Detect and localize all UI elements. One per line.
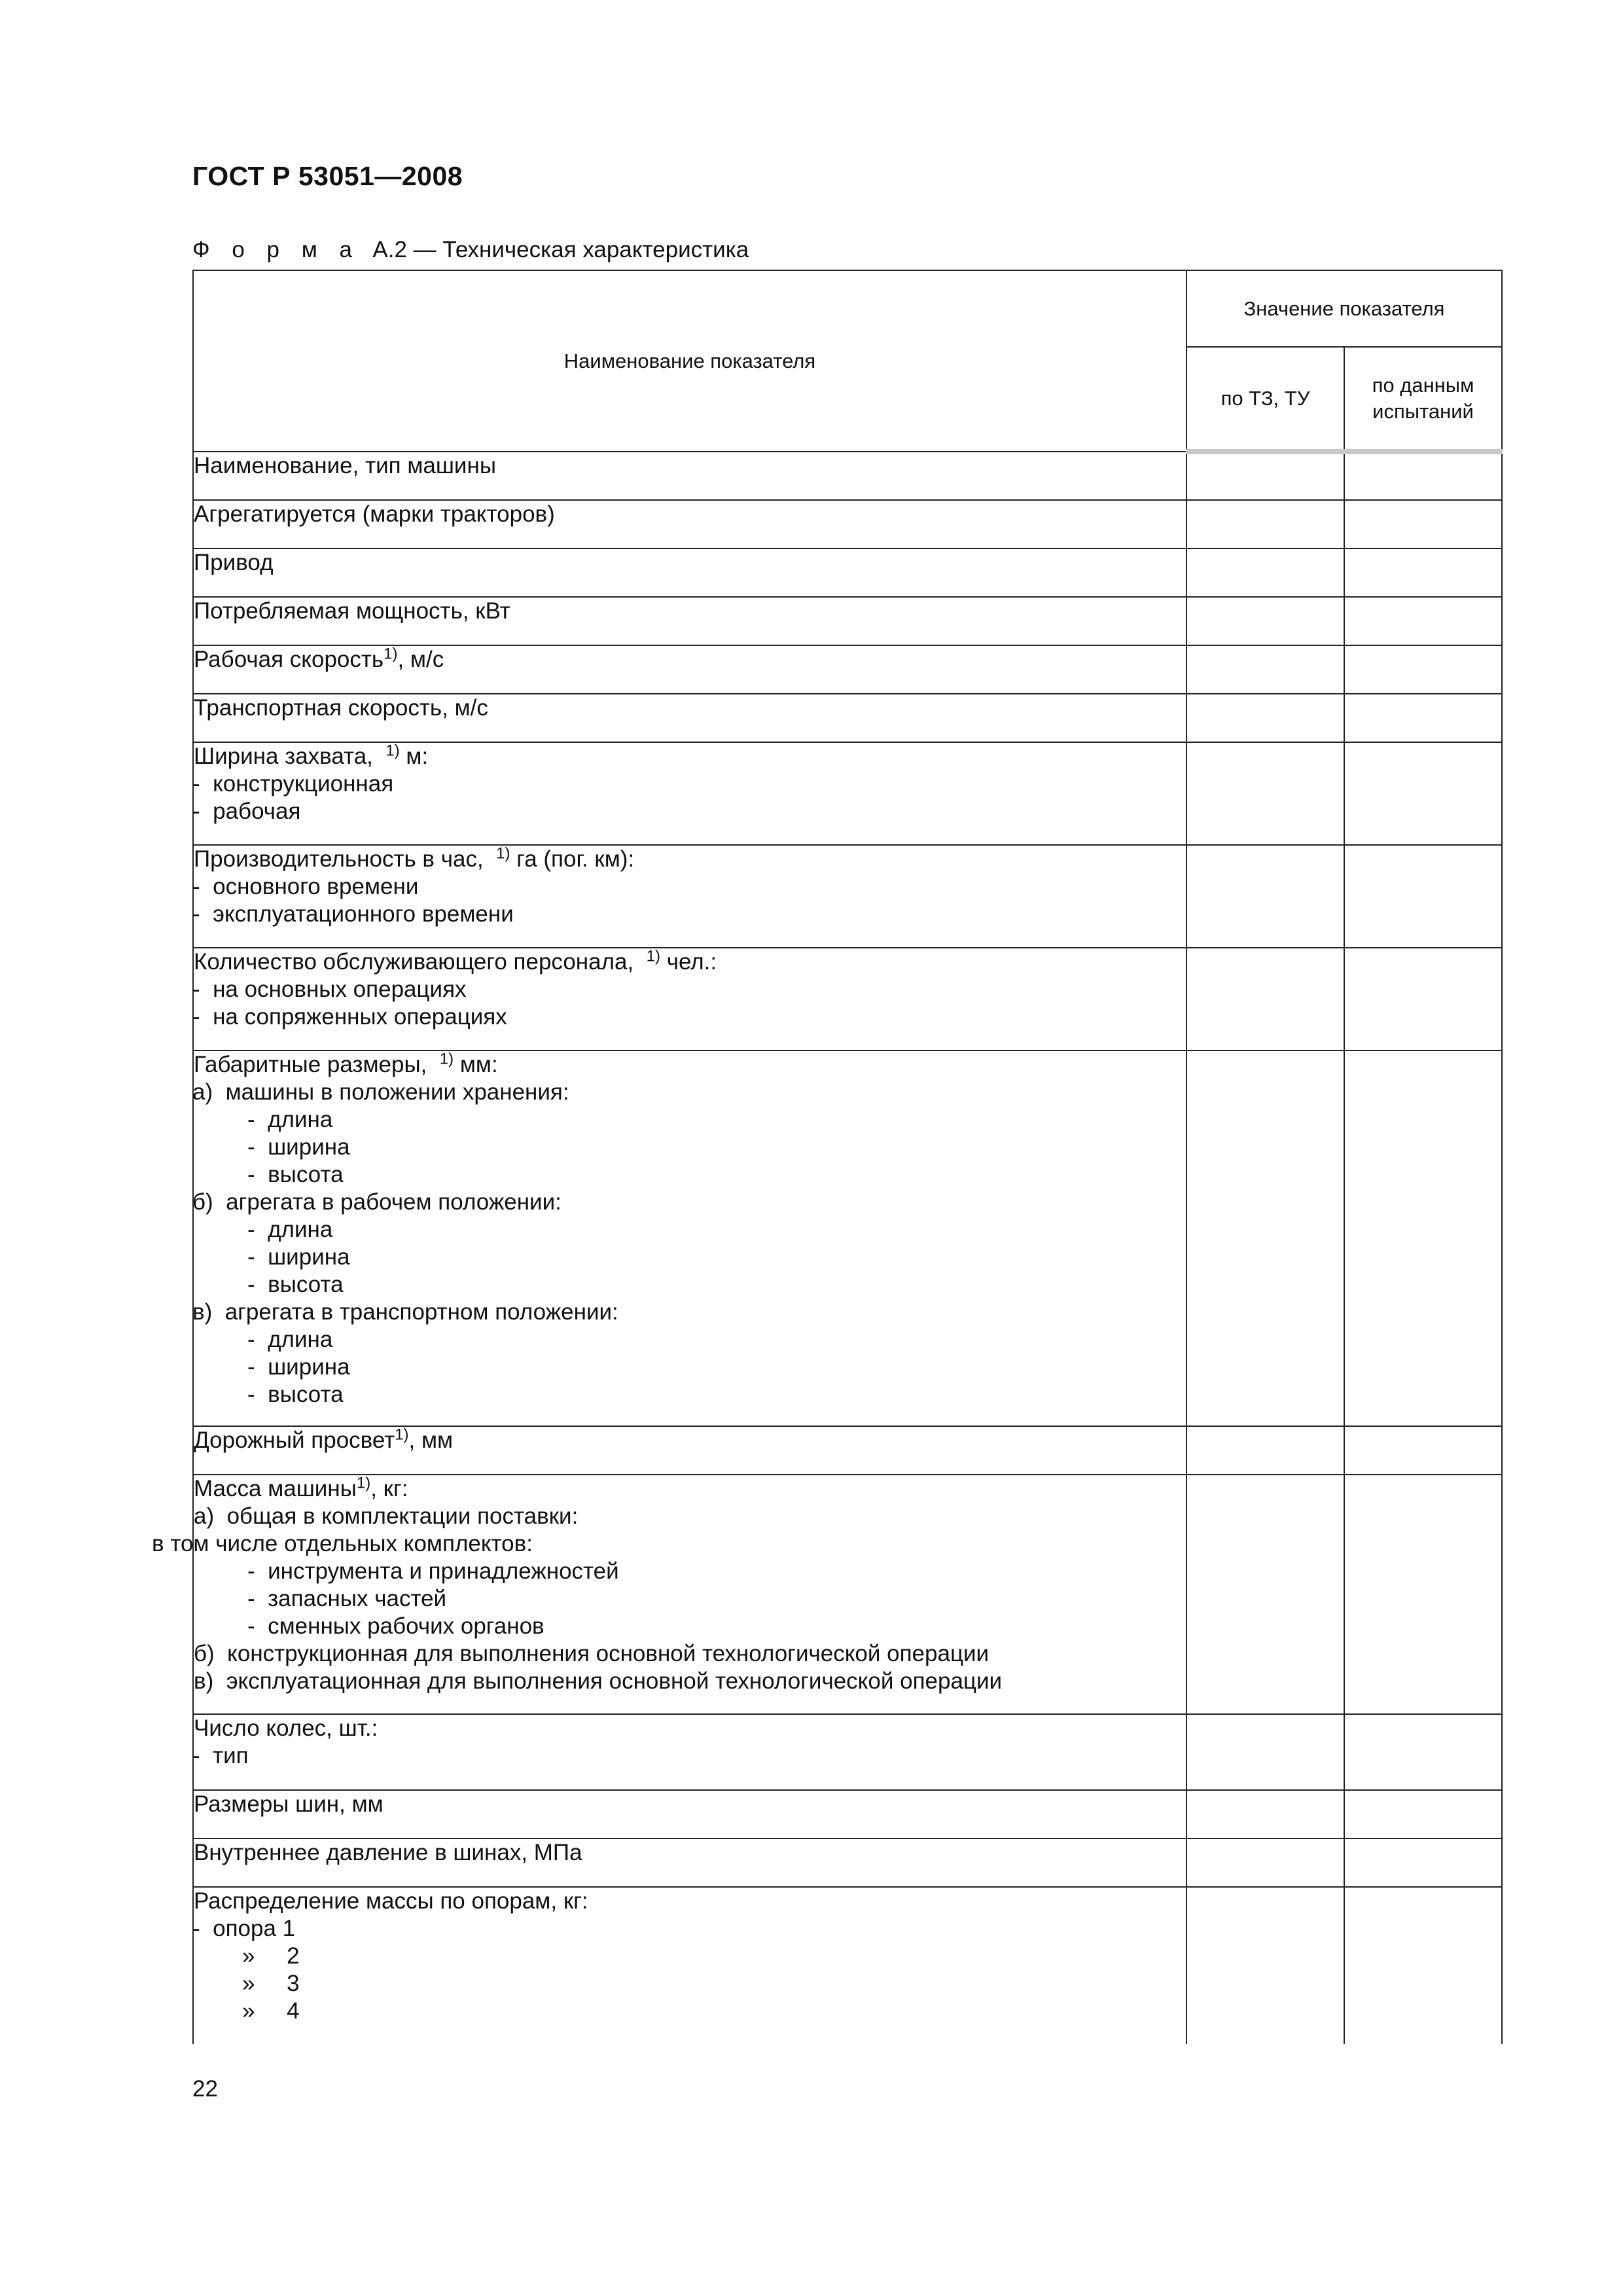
indicator-subitem: - инструмента и принадлежностей — [247, 1558, 619, 1584]
indicator-subitem: » 3 — [242, 1971, 300, 1996]
table-row — [193, 645, 1502, 694]
indicator-subitem: - основного времени — [192, 874, 419, 899]
indicator-name-cell — [193, 742, 1186, 845]
indicator-name: Привод — [194, 550, 274, 575]
value-by-spec-cell[interactable] — [1186, 1887, 1344, 2044]
indicator-subitem: - ширина — [247, 1134, 350, 1160]
indicator-subitem: - конструкционная — [192, 771, 394, 797]
footnote-ref: 1) — [356, 1474, 371, 1492]
table-row — [193, 1714, 1502, 1790]
column-header-indicator-value: Значение показателя — [1186, 270, 1502, 347]
value-by-tests-cell[interactable] — [1344, 500, 1502, 548]
value-by-tests-cell[interactable] — [1344, 694, 1502, 742]
value-by-tests-cell[interactable] — [1344, 452, 1502, 500]
table-row — [193, 452, 1502, 500]
indicator-subitem: - длина — [247, 1217, 333, 1242]
indicator-name: Потребляемая мощность, кВт — [194, 598, 510, 624]
indicator-name: Масса машины$^{1)}$, кг: — [194, 1474, 408, 1501]
value-by-tests-cell[interactable] — [1344, 1475, 1502, 1714]
indicator-name-cell — [193, 645, 1186, 694]
value-by-tests-cell[interactable] — [1344, 948, 1502, 1050]
indicator-name-cell — [193, 452, 1186, 500]
value-by-spec-cell[interactable] — [1186, 1790, 1344, 1839]
value-by-spec-cell[interactable] — [1186, 845, 1344, 948]
indicator-subitem: - сменных рабочих органов — [247, 1613, 544, 1639]
indicator-subitem: - тип — [192, 1743, 249, 1768]
indicator-subitem: - опора 1 — [192, 1916, 296, 1941]
indicator-subitem: - запасных частей — [247, 1586, 447, 1611]
value-by-tests-cell[interactable] — [1344, 742, 1502, 845]
footnote-ref: 1) — [395, 1426, 409, 1444]
value-by-spec-cell[interactable] — [1186, 645, 1344, 694]
indicator-name: Наименование, тип машины — [194, 453, 496, 478]
indicator-name: Транспортная скорость, м/с — [194, 695, 488, 721]
table-row — [193, 548, 1502, 597]
value-by-tests-cell[interactable] — [1344, 1050, 1502, 1426]
value-by-spec-cell[interactable] — [1186, 452, 1344, 500]
value-by-spec-cell[interactable] — [1186, 548, 1344, 597]
value-by-tests-cell[interactable] — [1344, 1790, 1502, 1839]
table-row — [193, 742, 1502, 845]
indicator-name-cell — [152, 1474, 1186, 1714]
table-row — [193, 500, 1502, 548]
table-row — [193, 948, 1502, 1050]
indicator-subitem: в) эксплуатационная для выполнения основной технологической операции — [194, 1668, 1003, 1694]
indicator-subitem: а) общая в комплектации поставки: — [194, 1503, 579, 1529]
value-by-tests-cell[interactable] — [1344, 1714, 1502, 1790]
table-row — [193, 1426, 1502, 1475]
table-row — [193, 1839, 1502, 1887]
value-by-spec-cell[interactable] — [1186, 1839, 1344, 1887]
table-row — [193, 1050, 1502, 1426]
value-by-tests-cell[interactable] — [1344, 597, 1502, 645]
table-body — [152, 452, 1502, 2044]
indicator-subitem: б) агрегата в рабочем положении: — [192, 1189, 562, 1215]
value-by-spec-cell[interactable] — [1186, 500, 1344, 548]
indicator-subitem: в) агрегата в транспортном положении: — [192, 1299, 618, 1325]
indicator-name-cell — [193, 1426, 1186, 1475]
indicator-subitem: - эксплуатационного времени — [192, 901, 514, 927]
indicator-name-cell — [193, 845, 1186, 948]
indicator-subitem: » 2 — [242, 1943, 300, 1969]
indicator-subitem: а) машины в положении хранения: — [192, 1079, 569, 1105]
indicator-name: Производительность в час, $^{1)}$ га (пог. км): — [194, 844, 635, 872]
value-by-tests-cell[interactable] — [1344, 1887, 1502, 2044]
table-row — [193, 694, 1502, 742]
indicator-name-cell — [193, 1839, 1186, 1887]
indicator-subitem: - высота — [247, 1272, 344, 1297]
indicator-name: Размеры шин, мм — [194, 1791, 383, 1817]
footnote-ref: 1) — [496, 844, 510, 863]
value-by-tests-cell[interactable] — [1344, 845, 1502, 948]
indicator-name-cell — [193, 1050, 1186, 1426]
indicator-name: Распределение массы по опорам, кг: — [194, 1888, 588, 1914]
indicator-name: Рабочая скорость$^{1)}$, м/с — [194, 645, 444, 672]
indicator-name: Внутреннее давление в шинах, МПа — [194, 1840, 582, 1865]
indicator-name: Ширина захвата, $^{1)}$ м: — [194, 742, 429, 769]
indicator-name-cell — [193, 500, 1186, 548]
form-caption — [192, 237, 749, 263]
indicator-name: Габаритные размеры, $^{1)}$ мм: — [194, 1050, 498, 1077]
column-header-indicator-name: Наименование показателя — [193, 270, 1186, 452]
indicator-subitem: - ширина — [247, 1244, 350, 1270]
form-title: А.2 — Техническая характеристика — [372, 237, 749, 262]
value-by-spec-cell[interactable] — [1186, 1714, 1344, 1790]
indicator-name: Дорожный просвет$^{1)}$, мм — [194, 1426, 454, 1453]
indicator-subitem: - высота — [247, 1162, 344, 1187]
indicator-name-cell — [193, 597, 1186, 645]
indicator-subitem: б) конструкционная для выполнения основной технологической операции — [194, 1641, 990, 1666]
footnote-ref: 1) — [439, 1050, 454, 1068]
column-header-by-spec: по ТЗ, ТУ — [1186, 347, 1344, 452]
technical-characteristics-table — [152, 270, 1503, 2044]
table-row — [193, 1887, 1502, 2044]
indicator-subitem: - рабочая — [192, 798, 301, 824]
indicator-subitem: - на сопряженных операциях — [192, 1004, 507, 1030]
column-header-by-tests: по данным испытаний — [1344, 347, 1502, 452]
indicator-subitem: - длина — [247, 1327, 333, 1352]
footnote-ref: 1) — [383, 645, 398, 663]
value-by-tests-cell[interactable] — [1344, 1839, 1502, 1887]
value-by-tests-cell[interactable] — [1344, 1426, 1502, 1475]
indicator-subitem: - на основных операциях — [192, 977, 467, 1002]
indicator-name-cell — [193, 548, 1186, 597]
value-by-spec-cell[interactable] — [1186, 742, 1344, 845]
indicator-subitem: - ширина — [247, 1354, 350, 1380]
footnote-ref: 1) — [385, 742, 400, 760]
indicator-name-cell — [193, 1887, 1186, 2044]
value-by-spec-cell[interactable] — [1186, 694, 1344, 742]
document-title: ГОСТ Р 53051—2008 — [192, 161, 463, 191]
value-by-spec-cell[interactable] — [1186, 597, 1344, 645]
indicator-name-cell — [193, 694, 1186, 742]
table-row — [193, 1475, 1502, 1714]
page-number: 22 — [192, 2076, 218, 2102]
table-row — [193, 1790, 1502, 1839]
value-by-tests-cell[interactable] — [1344, 548, 1502, 597]
indicator-name: Количество обслуживающего персонала, $^{1)}$ чел.: — [194, 947, 717, 975]
indicator-name: Агрегатируется (марки тракторов) — [194, 501, 555, 527]
indicator-name-cell — [193, 1714, 1186, 1790]
table-row — [193, 597, 1502, 645]
form-label: Ф о р м а — [192, 237, 360, 262]
value-by-tests-cell[interactable] — [1344, 645, 1502, 694]
indicator-name: Число колес, шт.: — [194, 1715, 378, 1741]
indicator-subitem: в том числе отдельных комплектов: — [152, 1531, 533, 1556]
footnote-ref: 1) — [646, 947, 660, 965]
indicator-name-cell — [193, 1790, 1186, 1839]
value-by-spec-cell[interactable] — [1186, 1426, 1344, 1475]
indicator-subitem: » 4 — [242, 1998, 300, 2024]
table-row — [193, 845, 1502, 948]
indicator-subitem: - высота — [247, 1382, 344, 1407]
indicator-subitem: - длина — [247, 1107, 333, 1132]
indicator-name-cell — [193, 948, 1186, 1050]
value-by-spec-cell[interactable] — [1186, 1050, 1344, 1426]
value-by-spec-cell[interactable] — [1186, 948, 1344, 1050]
value-by-spec-cell[interactable] — [1186, 1475, 1344, 1714]
